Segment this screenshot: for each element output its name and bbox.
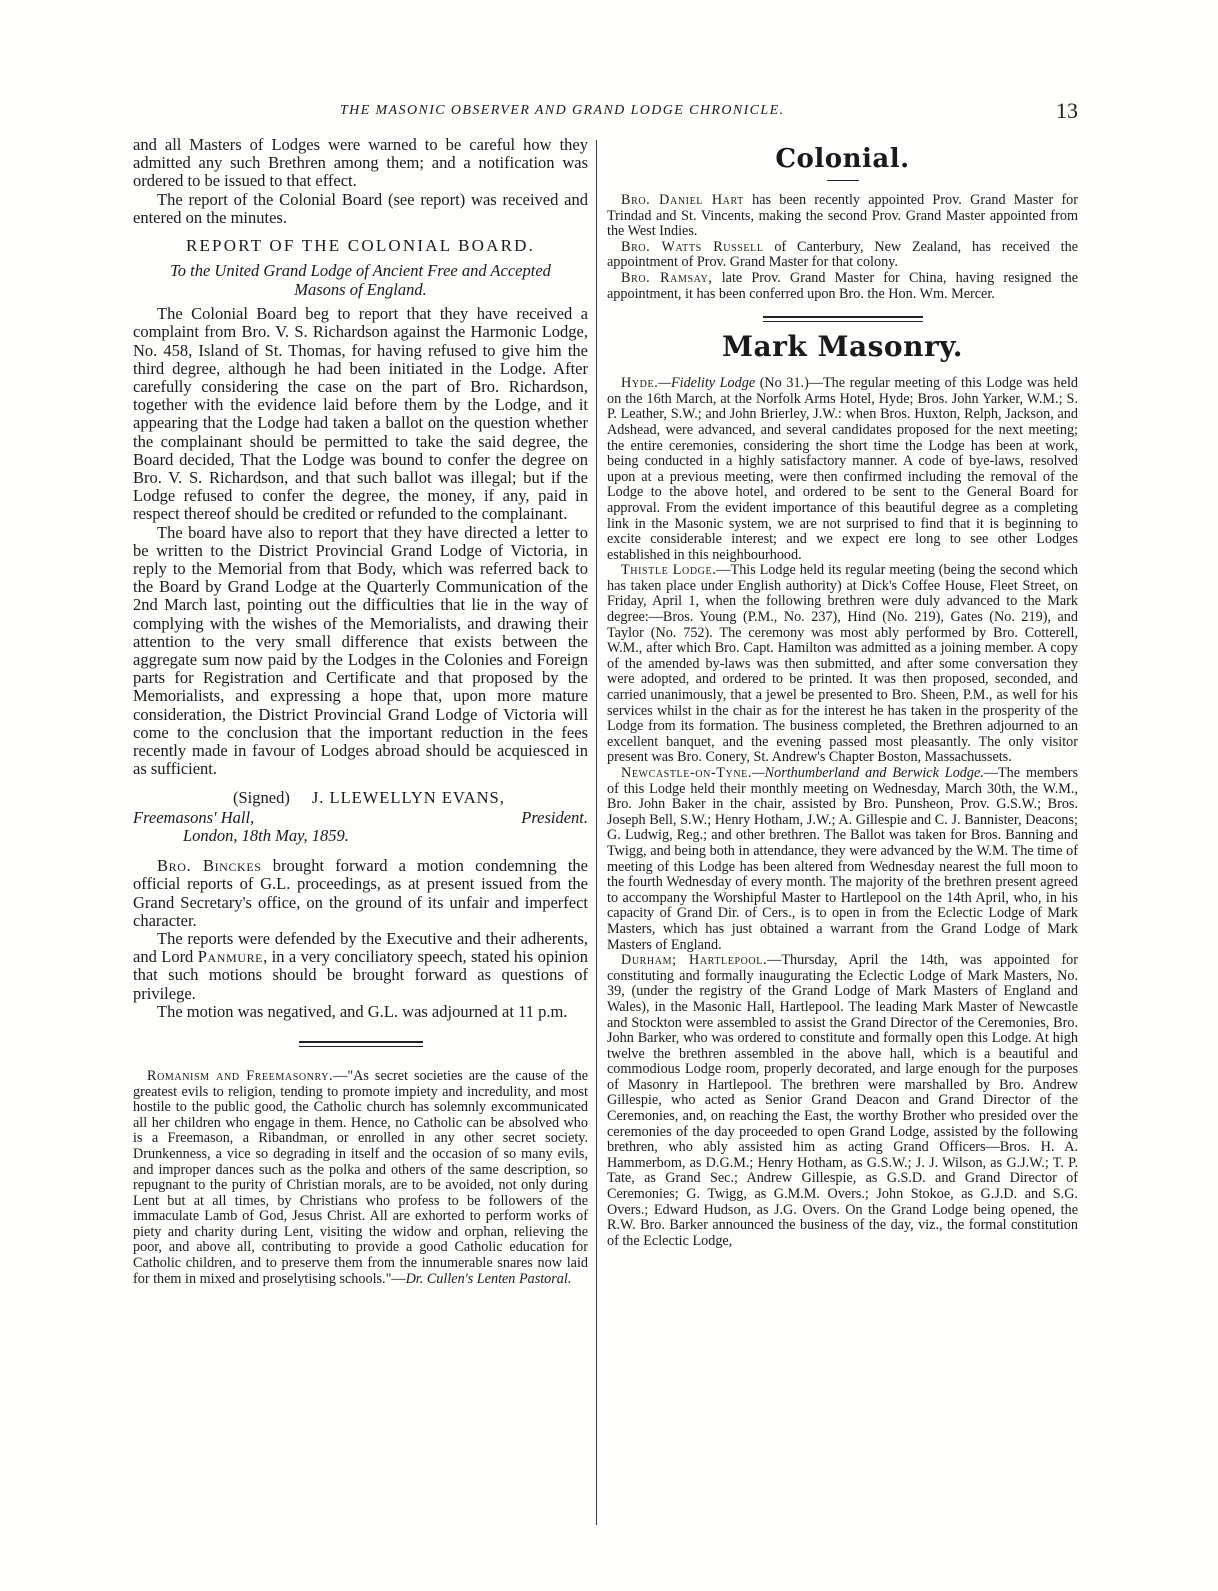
section-rule [299,1041,423,1047]
watts-russell-text: of Canterbury, New Zealand, has received the appointment of Prov. Grand Master for that colony. [607,238,1078,271]
ramsay-text: late Prov. Grand Master for China, having resigned the appointment, it has been conferred upon Bro. the Hon. Wm. Mercer. [607,269,1078,302]
binckes-text: brought forward a motion condemning the official reports of G.L. proceedings, as at present issued from the Grand Secretary's office, on the ground of its unfair and imperfect character. [133,856,588,930]
watts-russell-name: Bro. Watts Russell [621,238,764,255]
hyde-text: (No 31.)—The regular meeting of this Lodge was held on the 16th March, at the Norfolk Arms Hotel, Hyde; Bros. John Yarker, W.M.; S. P. Leather, S.W.; and John Brierley, J.W.: when Bros. Huxton, Relph, Jackson, and Adshead, were advanced, and several candidates proposed for the next meeting; the entire ceremonies, considering the short time the Lodge has been at work, being conducted in a highly satisfactory manner. A code of bye-laws, resolved upon at a previous meeting, were then confirmed including the removal of the Lodge to the above hotel, and ordered to be sent to the General Board for approval. From the evident importance of this beautiful degree as a completing link in the Masonic system, we are not surprised to find that it is beginning to excite considerable interest; and we expect ere long to see other Lodges established in this neighbourhood. [607,375,1078,563]
place-line [133,809,588,827]
paragraph-hyde-fidelity-lodge [607,376,1078,563]
mark-masonry-heading: Mark Masonry. [721,330,964,364]
binckes-name: Bro. Binckes [157,856,262,876]
paragraph-reports-defended [133,930,588,1003]
signer-role: President. [521,807,588,827]
page-number: 13 [1056,98,1078,123]
hyde-place: Hyde. [621,375,659,392]
right-column [607,136,1078,1526]
signed-label: (Signed) [233,787,290,807]
signer-name: J. LLEWELLYN EVANS, [311,787,505,807]
paragraph-ramsay [607,271,1078,302]
running-head: THE MASONIC OBSERVER AND GRAND LODGE CHRONICLE. [340,103,785,118]
paragraph-romanism [133,1069,588,1287]
paragraph-victoria-memorial: The board have also to report that they have directed a letter to be written to the District Provincial Grand Lodge of Victoria, in reply to the Memorial from that Body, which was referred back to the Board by Grand Lodge at the Quarterly Communication of the 2nd March last, pointing out the difficulties that lie in the way of complying with the wishes of the Memorialists, and drawing their attention to the very small difference that exists between the aggregate sum now paid by the Lodges in the Colonies and Foreign parts for Registration and Certificate and that proposed by the Memorialists, and expressing a hope that, upon more mature consideration, the District Provincial Grand Lodge of Victoria will come to the conclusion that the important reduction in the fees recently made in favour of Lodges abroad should be acquiesced in as sufficient. [133,522,588,779]
defended-text-post: , in a very conciliatory speech, stated his opinion that such motions should be brought forward as questions of privilege. [133,947,588,1003]
paragraph-binckes-motion [133,857,588,930]
paragraph-durham-hartlepool [607,953,1078,1249]
left-column [133,136,588,1526]
daniel-hart-name: Bro. Daniel Hart [621,192,744,208]
durham-text: —Thursday, April the 14th, was appointed for constituting and formally inaugurating the Eclectic Lodge of Mark Masters, No. 39, (under the registry of the Grand Lodge of Mark Masters of England and Wales), in the Masonic Hall, Hartlepool. The leading Mark Master of Newcastle and Stockton were assembled to assist the Grand Director of the Ceremonies, Bro. John Barker, who was ordered to constitute and formally open this Lodge. At high twelve the brethren assembled in the above hall, which is a beautiful and commodious Lodge room, properly decorated, and large enough for the purposes of Masonry in Hartlepool. The brethren were marshalled by Bro. Andrew Gillespie, who acted as Senior Grand Deacon and Grand Director of the Ceremonies, and, on reaching the East, the worthy Brother who presided over the ceremonies of the day proceeded to open Grand Lodge, assisted by the following brethren, who ably assisted him as acting Grand Officers—Bros. H. A. Hammerbom, as D.G.M.; Henry Hotham, as G.S.W.; J. J. Wilson, as G.J.W.; T. P. Tate, as Grand Sec.; Andrew Gillespie, as G.S.D. and Grand Director of Ceremonies; G. Twigg, as G.M.M. Overs.; John Stokoe, as G.J.D. and S.G. Overs.; Edward Hudson, as J.G. Overs. On the Grand Lodge being opened, the R.W. Bro. Barker announced the business of the day, viz., the formal constitution of the Eclectic Lodge, [607,952,1078,1249]
paragraph-masters-warning: and all Masters of Lodges were warned to be careful how they admitted any such Brethren among them; and a notification was ordered to be issued to that effect. [133,136,588,191]
romanism-text: —"As secret societies are the cause of the greatest evils to religion, tending to promote impiety and incredulity, and most hostile to the public good, the Catholic church has solemnly excommunicated all her children who engage in them. Hence, no Catholic can be absolved who is a Freemason, a Ribandman, or enrolled in any other secret society. Drunkenness, a vice so degrading in itself and the occasion of so many evils, and improper dances such as the polka and others of the same description, so repugnant to the purity of Christian morals, are to be avoided, not only during Lent but at all times, by Christians who profess to be followers of the immaculate Lamb of God, Jesus Christ. All are exhorted to perform works of piety and charity during Lent, visiting the widow and orphan, relieving the poor, and above all, contributing to provide a good Catholic education for Catholic children, and to preserve them from the innumerable snares now laid for them in mixed and proselytising schools."— [133,1067,588,1287]
newcastle-place: Newcastle-on-Tyne. [621,765,753,781]
durham-place: Durham; Hartlepool. [621,952,768,969]
paragraph-watts-russell [607,240,1078,271]
defended-text-pre: The reports were defended by the Executive and their adherents, and Lord [133,928,588,967]
report-subtitle: To the United Grand Lodge of Ancient Free and Accepted Masons of England. [170,261,551,300]
newcastle-lodge: —Northumberland and Berwick Lodge. [752,765,984,781]
thistle-name: Thistle Lodge. [621,562,717,579]
thistle-text: —This Lodge held its regular meeting (being the second which has taken place under English authority) at Dick's Coffee House, Fleet Street, on Friday, April 1, when the following brethren were duly advanced to the Mark degree:—Bros. Young (P.M., No. 237), Hind (No. 219), Gates (No. 219), and Taylor (No. 752). The ceremony was most ably performed by Bro. Cotterell, W.M., after which Bro. Capt. Hamilton was admitted as a joining member. A copy of the amended by-laws was then submitted, and after some conversation they were adopted, and ordered to be printed. It was then proposed, seconded, and carried unanimously, that a jewel be presented to Bro. Sheen, P.M., as well for his services whilst in the chair as for the interest he has taken in the prosperity of the Lodge from its formation. The business completed, the Brethren adjourned to an excellent banquet, and the evening passed most pleasantly. The only visitor present was Bro. Conery, St. Andrew's Chapter Boston, Massachussets. [607,562,1078,766]
signature-date: London, 18th May, 1859. [183,825,349,845]
ramsay-name: Bro. Ramsay, [621,269,713,286]
colonial-end-rule [763,316,923,322]
colonial-heading: Colonial. [775,144,910,174]
romanism-title: Romanism and Freemasonry. [147,1067,334,1084]
paragraph-motion-negatived: The motion was negatived, and G.L. was adjourned at 11 p.m. [157,1001,568,1021]
paragraph-newcastle-lodge [607,766,1078,953]
hyde-lodge: —Fidelity Lodge [658,375,756,392]
paragraph-colonial-report-received: The report of the Colonial Board (see report) was received and entered on the minutes. [133,189,588,227]
paragraph-thistle-lodge [607,563,1078,766]
paragraph-richardson-complaint: The Colonial Board beg to report that they have received a complaint from Bro. V. S. Richardson against the Harmonic Lodge, No. 458, Island of St. Thomas, for having refused to give him the third degree, although he had been initiated in the Lodge. After carefully considering the case on the part of Bro. Richardson, together with the evidence laid before them by the Lodge, and it appearing that the Lodge had taken a ballot on the question whether the complainant should be permitted to take the said degree, the Board decided, That the Lodge was bound to confer the degree on Bro. V. S. Richardson, and that such ballot was illegal; but if the Lodge refused to confer the degree, the money, if any, paid in respect thereof should be credited or refunded to the complainant. [133,304,588,524]
signature-line [233,789,588,807]
newcastle-text: —The members of this Lodge held their monthly meeting on Wednesday, March 30th, the W.M., Bro. John Baker in the chair, assisted by Bro. Punsheon, Prov. G.S.W.; Bros. Joseph Bell, S.W.; Henry Hotham, J.W.; A. Gillespie and C. J. Bannister, Deacons; G. Ludwig, Reg.; and other brethren. The Ballot was taken for Bros. Banning and Twigg, and being both in attendance, they were advanced by the W.M. The time of meeting of this Lodge has been altered from Wednesday nearest the full moon to the fourth Wednesday of every month. The majority of the brethren present agreed to accompany the Worshipful Master to Hartlepool on the 14th April, who, in his capacity of Grand Dir. of Cers., is to open in from the Eclectic Lodge of Mark Masters, which has just obtained a warrant from the Grand Lodge of Mark Masters of England. [607,765,1078,953]
column-divider [596,140,597,1525]
report-title: REPORT OF THE COLONIAL BOARD. [185,236,536,256]
signature-place: Freemasons' Hall, [133,807,255,827]
romanism-source: Dr. Cullen's Lenten Pastoral. [405,1270,572,1287]
paragraph-daniel-hart [607,193,1078,240]
colonial-rule [827,180,859,181]
daniel-hart-text: has been recently appointed Prov. Grand Master for Trindad and St. Vincents, making the second Prov. Grand Master appointed from the West Indies. [607,192,1078,240]
panmure-name: Panmure [197,947,264,967]
